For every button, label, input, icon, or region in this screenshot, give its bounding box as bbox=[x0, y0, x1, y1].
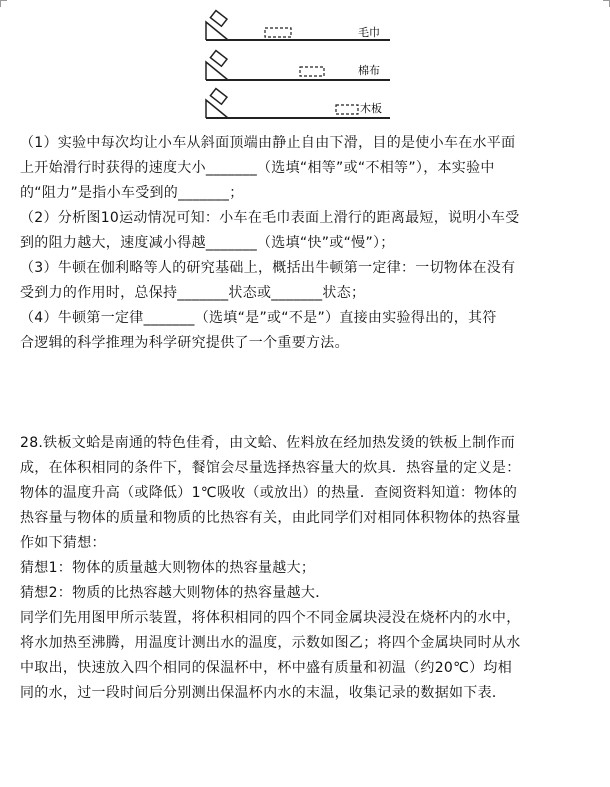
surface-label-wood: 木板 bbox=[360, 102, 382, 115]
text-line: 同的水，过一段时间后分别测出保温杯内水的末温，收集记录的数据如下表． bbox=[20, 685, 507, 701]
text-line: 同学们先用图甲所示装置，将体积相同的四个不同金属块浸没在烧杯内的水中， bbox=[20, 610, 521, 626]
text-line: （1）实验中每次均让小车从斜面顶端由静止自由下滑，目的是使小车在水平面 bbox=[20, 135, 516, 151]
text-line: 物体的温度升高（或降低）1℃吸收（或放出）的热量．查阅资料知道：物体的 bbox=[20, 485, 518, 501]
text-line: （2）分析图10运动情况可知：小车在毛巾表面上滑行的距离最短，说明小车受 bbox=[20, 210, 520, 226]
text-line: （3）牛顿在伽利略等人的研究基础上，概括出牛顿第一定律：一切物体在没有 bbox=[20, 260, 516, 276]
text-line: 猜想1：物体的质量越大则物体的热容量越大； bbox=[20, 560, 316, 576]
text-line: 28.铁板文蛤是南通的特色佳肴，由文蛤、佐料放在经加热发烫的铁板上制作而 bbox=[20, 435, 516, 451]
surface-label-cotton: 棉布 bbox=[358, 64, 380, 77]
text-line: 上开始滑行时获得的速度大小_______（选填“相等”或“不相等”），本实验中 bbox=[20, 160, 495, 176]
text-line: 合逻辑的科学推理为科学研究提供了一个重要方法。 bbox=[20, 335, 349, 351]
text-line: 中取出，快速放入四个相同的保温杯中，杯中盛有质量和初温（约20℃）均相 bbox=[20, 660, 513, 676]
question-27-parts bbox=[20, 131, 605, 356]
text-line: 热容量与物体的质量和物质的比热容有关，由此同学们对相同体积物体的热容量 bbox=[20, 510, 521, 526]
text-line: 猜想2：物质的比热容越大则物体的热容量越大． bbox=[20, 585, 330, 601]
incline-row-wood bbox=[206, 89, 390, 118]
cart-on-incline-icon bbox=[210, 89, 227, 105]
surface-label-towel: 毛巾 bbox=[358, 26, 380, 39]
text-line: 受到力的作用时，总保持_______状态或_______状态； bbox=[20, 285, 366, 301]
text-line: 将水加热至沸腾，用温度计测出水的温度，示数如图乙；将四个金属块同时从水 bbox=[20, 635, 521, 651]
text-line: （4）牛顿第一定律_______（选填“是”或“不是”）直接由实验得出的，其符 bbox=[20, 310, 497, 326]
incline-row-cotton bbox=[206, 51, 390, 80]
question-28 bbox=[20, 431, 605, 706]
text-line: 到的阻力越大，速度减小得越_______（选填“快”或“慢”）； bbox=[20, 235, 395, 251]
incline-experiment-figure bbox=[0, 0, 610, 125]
incline-row-towel bbox=[206, 11, 390, 40]
text-line: 的“阻力”是指小车受到的_______； bbox=[20, 185, 244, 201]
cart-on-incline-icon bbox=[210, 11, 227, 27]
cart-stop-position-icon bbox=[336, 105, 358, 114]
cart-stop-position-icon bbox=[265, 28, 291, 37]
text-line: 作如下猜想： bbox=[20, 535, 106, 551]
cart-stop-position-icon bbox=[300, 67, 324, 76]
cart-on-incline-icon bbox=[210, 51, 227, 67]
text-line: 成，在体积相同的条件下，餐馆会尽量选择热容量大的炊具．热容量的定义是： bbox=[20, 460, 521, 476]
